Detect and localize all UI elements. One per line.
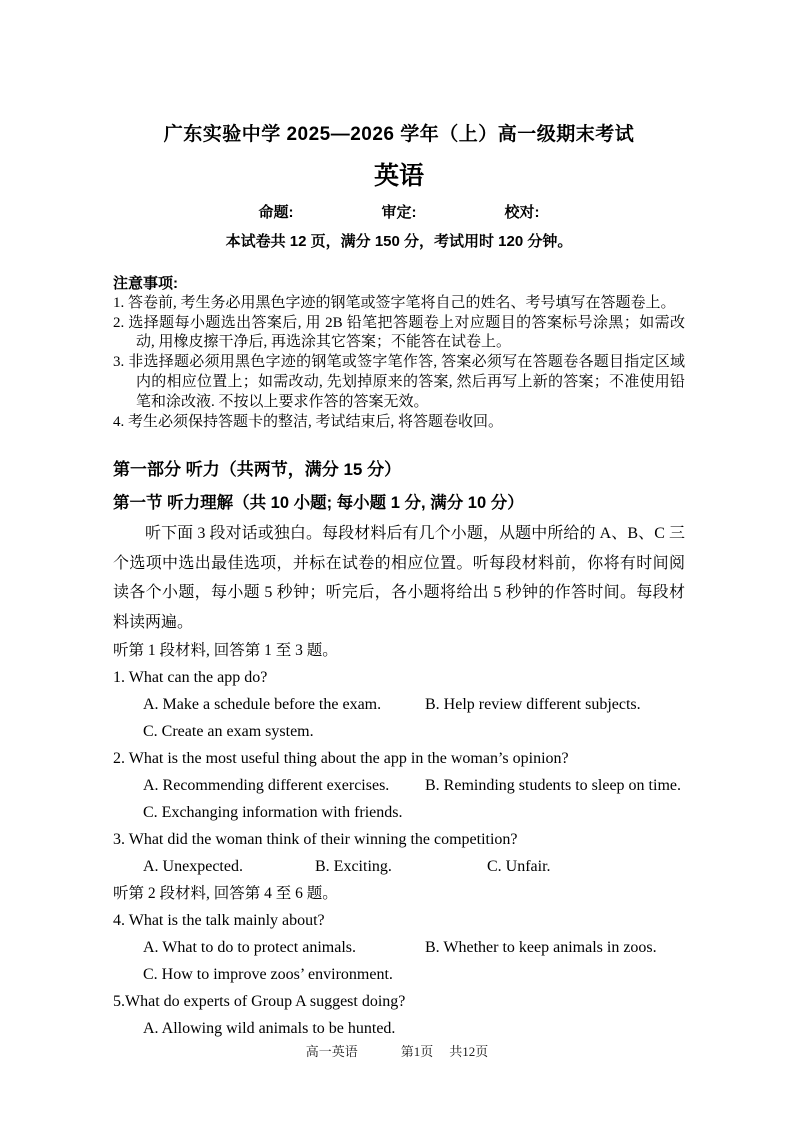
listening-instructions: 听下面 3 段对话或独白。每段材料后有几个小题，从题中所给的 A、B、C 三个选项中选出最佳选项，并标在试卷的相应位置。听每段材料前，你将有时间阅读各个小题，每小题 5 秒钟；听完后，各小题将给出 5 秒钟的作答时间。每段材料读两遍。 (113, 525, 685, 631)
notice-item-3: 3. 非选择题必须用黑色字迹的钢笔或签字笔作答, 答案必须写在答题卷各题目指定区域内的相应位置上；如需改动, 先划掉原来的答案, 然后再写上新的答案；不准使用铅笔和涂改液. 不按以上要求作答的答案无效。 (113, 354, 685, 410)
question-1-option-a: A. Make a schedule before the exam. (143, 696, 382, 714)
notice-title: 注意事项: (113, 275, 178, 292)
exam-title: 广东实验中学 2025—2026 学年（上）高一级期末考试 (163, 124, 635, 145)
notice-list (113, 294, 685, 433)
reviewer-label: 审定: (381, 204, 417, 221)
question-5-option-a: A. Allowing wild animals to be hunted. (143, 1020, 396, 1038)
question-3-stem: 3. What did the woman think of their winning the competition? (113, 831, 518, 849)
question-1-option-c: C. Create an exam system. (143, 723, 314, 741)
question-3-option-c: C. Unfair. (487, 858, 551, 876)
notice-item-1: 1. 答卷前, 考生务必用黑色字迹的钢笔或签字笔将自己的姓名、考号填写在答题卷上。 (113, 294, 676, 311)
question-4-option-c: C. How to improve zoos’ environment. (143, 966, 393, 984)
question-5-option-row-1 (113, 1015, 685, 1042)
page-footer (0, 1043, 794, 1061)
question-1-option-b: B. Help review different subjects. (425, 696, 641, 714)
question-4 (113, 907, 685, 988)
proofreader-label: 校对: (504, 204, 540, 221)
notice-item-2: 2. 选择题每小题选出答案后, 用 2B 铅笔把答题卷上对应题目的答案标号涂黑；如需改动, 用橡皮擦干净后, 再选涂其它答案；不能答在试卷上。 (113, 314, 685, 351)
question-2-option-c: C. Exchanging information with friends. (143, 804, 403, 822)
question-1-stem: 1. What can the app do? (113, 669, 268, 687)
question-1 (113, 664, 685, 745)
proposer-label: 命题: (258, 204, 294, 221)
question-1-option-row-1 (113, 691, 685, 718)
question-5-stem: 5.What do experts of Group A suggest doing? (113, 993, 406, 1011)
section1-heading: 第一节 听力理解（共 10 小题; 每小题 1 分, 满分 10 分） (113, 494, 524, 513)
exam-meta-row (113, 203, 685, 223)
question-2-option-row-2 (113, 799, 685, 826)
question-3-option-row-1 (113, 853, 685, 880)
question-4-option-row-2 (113, 961, 685, 988)
question-2-option-row-1 (113, 772, 685, 799)
exam-subject: 英语 (373, 162, 424, 190)
question-4-option-row-1 (113, 934, 685, 961)
notice-item-4: 4. 考生必须保持答题卡的整洁, 考试结束后, 将答题卷收回。 (113, 413, 504, 430)
question-2-stem: 2. What is the most useful thing about the app in the woman’s opinion? (113, 750, 569, 768)
question-4-option-b: B. Whether to keep animals in zoos. (425, 939, 657, 957)
question-4-stem: 4. What is the talk mainly about? (113, 912, 325, 930)
question-4-option-a: A. What to do to protect animals. (143, 939, 356, 957)
question-3-option-b: B. Exciting. (315, 858, 392, 876)
question-2-option-b: B. Reminding students to sleep on time. (425, 777, 681, 795)
exam-info-line: 本试卷共 12 页，满分 150 分，考试用时 120 分钟。 (225, 233, 573, 250)
footer-page-number: 第1页 (400, 1044, 434, 1059)
footer-course: 高一英语 (305, 1044, 358, 1059)
question-3 (113, 826, 685, 880)
question-2 (113, 745, 685, 826)
footer-page-total: 共12页 (449, 1044, 489, 1059)
listening-questions (113, 637, 685, 1042)
part1-heading: 第一部分 听力（共两节，满分 15 分） (113, 460, 402, 480)
material1-prompt: 听第 1 段材料, 回答第 1 至 3 题。 (113, 642, 338, 660)
question-5 (113, 988, 685, 1042)
question-1-option-row-2 (113, 718, 685, 745)
question-3-option-a: A. Unexpected. (143, 858, 243, 876)
question-2-option-a: A. Recommending different exercises. (143, 777, 390, 795)
material2-prompt: 听第 2 段材料, 回答第 4 至 6 题。 (113, 885, 338, 903)
